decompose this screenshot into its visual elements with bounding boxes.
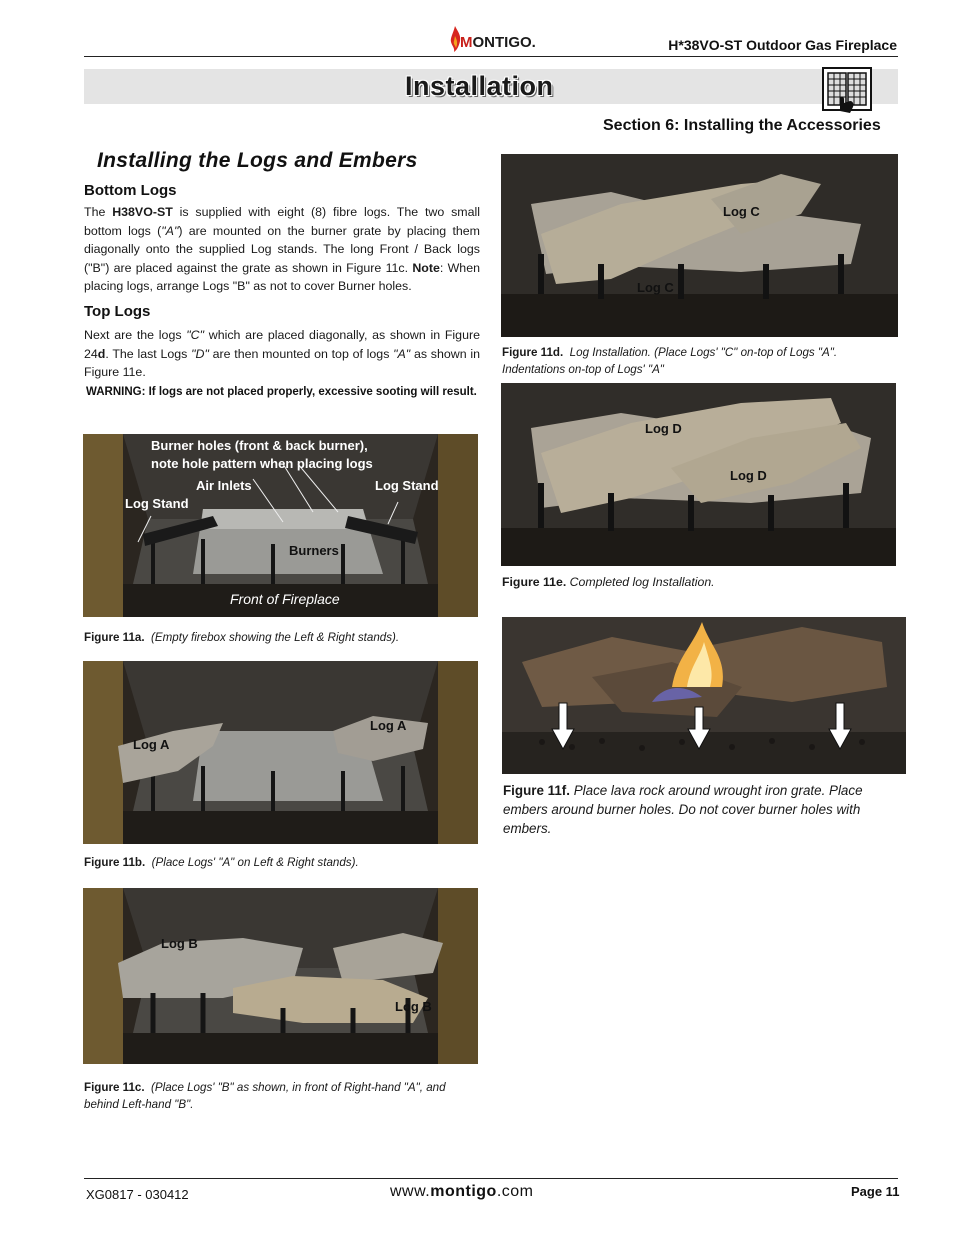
- website-url[interactable]: [390, 1183, 534, 1201]
- text-run: The: [84, 205, 113, 219]
- header-divider: [84, 56, 898, 57]
- figure-11c-caption: [84, 1079, 478, 1113]
- label-log-c-top: Log C: [723, 204, 760, 219]
- main-heading: Installing the Logs and Embers: [97, 149, 418, 172]
- caption-text: (Empty firebox showing the Left & Right stands).: [151, 631, 400, 644]
- figure-11b-caption: [84, 854, 478, 871]
- caption-text: Log Installation. (Place Logs' "C" on-top of Logs "A". Indentations on-top of Logs' "A": [502, 346, 838, 376]
- banner-title: Installation: [405, 71, 554, 101]
- log-d-label: "D": [191, 346, 209, 361]
- caption-text: (Place Logs' "A" on Left & Right stands).: [151, 856, 359, 869]
- url-brand: montigo: [430, 1183, 497, 1200]
- montigo-logo: [446, 26, 546, 56]
- text-run: is supplied with eight (8) fibre logs. The two small bottom logs (: [84, 205, 480, 238]
- figure-11e-photo: [501, 383, 896, 566]
- label-log-stand-right: Log Stand: [375, 478, 439, 493]
- text-run: Next are the logs: [84, 328, 187, 342]
- text-run: which are placed diagonally, as shown in Figure 24: [84, 328, 480, 361]
- label-log-d-bottom: Log D: [730, 468, 767, 483]
- figure-11d-caption: [502, 344, 898, 378]
- text-run: as shown in Figure 11e.: [84, 346, 480, 380]
- label-log-a-left: Log A: [133, 737, 170, 752]
- section-banner: [84, 69, 898, 104]
- figure-11a-photo: [83, 434, 478, 617]
- figure-11e-caption: [502, 574, 898, 591]
- url-suffix: .com: [496, 1183, 534, 1200]
- label-log-d-top: Log D: [645, 421, 682, 436]
- caption-text: (Place Logs' "B" as shown, in front of Right-hand "A", and behind Left-hand "B".: [84, 1081, 446, 1111]
- model-name: H38VO-ST: [112, 205, 173, 219]
- caption-text: Place lava rock around wrought iron grate. Place embers around burner holes. Do not cover burner holes with embers.: [503, 783, 863, 836]
- warning-text: WARNING: If logs are not placed properly, excessive sooting will result.: [86, 386, 477, 398]
- text-run: d: [97, 346, 106, 361]
- text-run: are then mounted on top of logs: [208, 346, 394, 361]
- figure-11d-photo: [501, 154, 898, 337]
- label-log-c-bottom: Log C: [637, 280, 674, 295]
- document-title: H*38VO-ST Outdoor Gas Fireplace: [668, 37, 897, 53]
- log-a-label: "A": [393, 346, 411, 361]
- label-log-stand-left: Log Stand: [125, 496, 189, 511]
- bottom-logs-heading: Bottom Logs: [84, 182, 177, 199]
- label-log-a-right: Log A: [370, 718, 407, 733]
- figure-11c-photo: [83, 888, 478, 1064]
- log-a-label: "A": [161, 223, 179, 238]
- text-run: . The last Logs: [105, 346, 192, 361]
- caption-number: Figure 11c.: [84, 1081, 145, 1094]
- caption-number: Figure 11a.: [84, 631, 145, 644]
- label-burner-holes-2: note hole pattern when placing logs: [151, 456, 373, 471]
- caption-text: Completed log Installation.: [569, 575, 715, 589]
- label-air-inlets: Air Inlets: [196, 478, 252, 493]
- label-front-of-fireplace: Front of Fireplace: [230, 591, 340, 607]
- figure-11a-caption: [84, 629, 478, 646]
- caption-number: Figure 11e.: [502, 575, 567, 589]
- caption-number: Figure 11b.: [84, 856, 146, 869]
- logo-wordmark: MONTIGO.: [460, 34, 536, 51]
- label-log-b-top: Log B: [161, 936, 198, 951]
- label-burner-holes-1: Burner holes (front & back burner),: [151, 438, 368, 453]
- figure-11b-photo: [83, 661, 478, 844]
- figure-11f-photo: [502, 617, 906, 774]
- text-run: ) are mounted on the burner grate by placing them diagonally onto the supplied Log stands. The long Front / Back logs ("B") are placed against the grate as shown in Figure 11c.: [84, 223, 480, 275]
- top-logs-heading: Top Logs: [84, 303, 151, 320]
- note-label: Note: [412, 260, 440, 275]
- page-number: Page 11: [851, 1184, 900, 1199]
- caption-number: Figure 11d.: [502, 346, 564, 359]
- label-log-b-bottom: Log B: [395, 999, 432, 1014]
- top-logs-paragraph: [84, 326, 480, 382]
- bottom-logs-paragraph: [84, 203, 480, 296]
- figure-11f-caption: [503, 781, 899, 838]
- label-burners: Burners: [289, 543, 339, 558]
- document-code: XG0817 - 030412: [86, 1187, 189, 1202]
- log-c-label: "C": [186, 328, 205, 342]
- section-heading: Section 6: Installing the Accessories: [603, 117, 881, 134]
- url-prefix: www.: [390, 1183, 431, 1200]
- fireplace-door-icon: [820, 65, 874, 113]
- footer-divider: [84, 1178, 898, 1179]
- caption-number: Figure 11f.: [503, 783, 570, 798]
- text-run: : When placing logs, arrange Logs "B" as not to cover Burner holes.: [84, 260, 480, 294]
